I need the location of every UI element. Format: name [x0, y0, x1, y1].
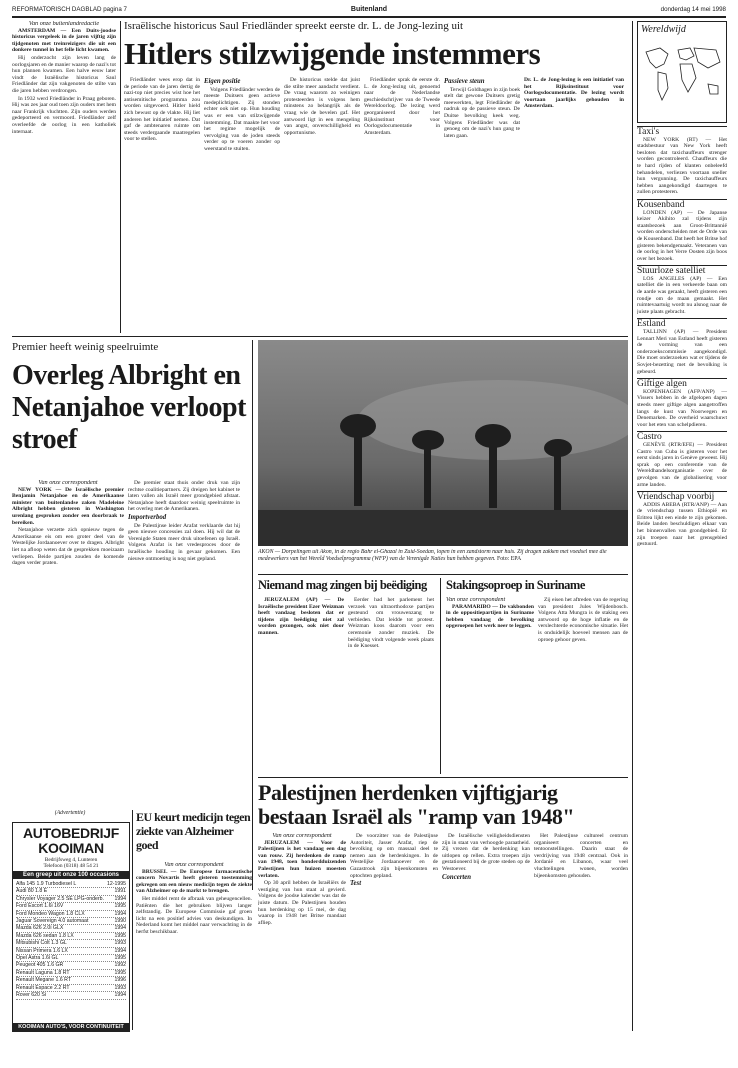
ad-car-year: 12-1995: [106, 881, 126, 887]
suriname-kicker: Van onze correspondent: [446, 597, 506, 603]
niemand-col-1: [258, 597, 344, 773]
ad-car-year: 1991: [114, 888, 126, 895]
friedlander-sub-1: Eigen positie: [204, 78, 241, 85]
ad-car-year: 1994: [114, 992, 126, 999]
sidebar-item-heading: Vriendschap voorbij: [637, 491, 727, 501]
sidebar-item-text: LONDEN (AP) — De Japanse keizer Akihito zal tijdens zijn staatsbezoek aan Groot-Brittannië worden onderscheiden met de Orde van de Kousenband. Dat heeft het Britse hof gisteren bekendgemaakt. Veteranen van de oorlog in het Verre Oosten zijn boos over het bezoek.: [637, 209, 727, 262]
friedlander-overline: Israëlische historicus Saul Friedländer spreekt eerste dr. L. de Jong-lezing uit: [124, 20, 464, 32]
sidebar-item-text: KOPENHAGEN (AFP/ANP) — Vissers hebben in de afgelopen dagen steeds meer giftige algen aangetroffen langs de kust van Noorwegen en Denemarken. De overheid waarschuwt voor het eten van schelpdieren.: [637, 388, 727, 428]
albright-kicker: Van onze correspondent: [38, 480, 98, 486]
advertisement-kooiman: [12, 822, 130, 1032]
suriname-headline: Stakingsoproep in Suriname: [446, 578, 585, 592]
ad-car-name: Mitsubishi Colt 1.3 GL: [16, 940, 67, 947]
albright-col-1-text: Netanjahoe verzette zich opnieuw tegen de Amerikaanse eis om een groter deel van de Westelijke Jordaanoever over te dragen. Albright liet na afloop weten dat de gesprekken moeizaam verliepen. Beide partijen zouden de komende dagen verder praten.: [12, 527, 124, 567]
ad-car-row: [16, 955, 126, 962]
ad-car-name: Mazda 626 sedan 1.8 LX: [16, 932, 74, 939]
sidebar-rule: [632, 21, 633, 1031]
photo-caption: AKON — Dorpelingen uit Akon, in de regio Bahr el-Ghazal in Zuid-Soedan, lopen in een zandstorm naar huis. Zij dragen zakken met voedsel mee die medewerkers van het Wereld Voedselprogramma (WFP) van de Verenigde Naties hun hebben gegeven.: [258, 549, 607, 562]
suriname-body: Zij eisen het aftreden van de regering van president Jules Wijdenbosch. Volgens Atta Mungra is de staking een antwoord op de hoge inflatie en de verslechterde economische situatie. Het is onduidelijk hoeveel mensen aan de oproep gehoor geven.: [538, 597, 628, 643]
ad-car-name: Mazda 626 2.0i GLX: [16, 925, 64, 932]
ad-phone: Telefoon (0318) 48 54 21: [43, 863, 99, 869]
sidebar-item-text: ADDIS ABEBA (RTR/ANP) — Aan de vriendschap tussen Ethiopië en Eritrea lijkt een einde te zijn gekomen. Beide landen beschuldigen elkaar van het binnenvallen van grondgebied. Er zijn troepen naar het grensgebied gestuurd.: [637, 501, 727, 548]
ad-car-name: Rover 620 Si: [16, 992, 46, 999]
ad-car-row: [16, 985, 126, 992]
ad-car-year: 1995: [114, 932, 126, 939]
friedlander-col-4: [364, 77, 440, 333]
page-header: [12, 6, 726, 16]
albright-col-1: [12, 480, 124, 806]
ad-car-name: Nissan Primera 1.6 LX: [16, 947, 68, 954]
ad-car-year: 1993: [114, 984, 126, 991]
ad-label: (Advertentie): [54, 810, 86, 816]
ad-car-name: Alfa 145 1.9 Turbodiesel L: [16, 881, 77, 887]
photo-credit: Foto: EPA: [497, 555, 522, 562]
niemand-body: Eerder had het parlement het verzoek van ultraorthodoxe partijen gesteund om vrouwenzang te verbieden. Dat leidde tot protest. Weizman koos daarom voor een ceremonie zonder muziek. De beëdiging vindt volgende week plaats in de Knesset.: [348, 597, 434, 650]
albright-lead: NEW YORK — De Israëlische premier Benjamin Netanjahoe en de Amerikaanse minister van buitenlandse zaken Madeleine Albright hebben gisteren in Washington urenlang gesproken zonder een doorbraak te bereiken.: [12, 486, 124, 526]
ad-car-name: Renault Espace 2.2 RT: [16, 984, 70, 991]
ad-car-row: [16, 896, 126, 903]
palestijnen-col-2: [350, 833, 438, 1029]
albright-col-2-text: De premier staat thuis onder druk van zijn rechtse coalitiepartners. Zij dreigen het kabinet te laten vallen als Israël meer grondgebied afstaat. Netanjahoe heeft daardoor weinig speelruimte in het overleg met de Amerikanen.: [128, 480, 240, 513]
eu-headline: EU keurt medicijn tegen ziekte van Alzheimer goed: [136, 810, 251, 852]
sidebar-item-heading: Castro: [637, 431, 727, 441]
niemand-col-2: [348, 597, 434, 773]
ad-car-year: 1994: [114, 925, 126, 932]
friedlander-body-1: Hij onderzocht zijn leven lang de oorlogsjaren en de manier waarop de nazi's tot hun plannen kwamen. Een halve eeuw later vindt de Israëlische historicus Saul Friedländer dat zijn vakgenoten de stilte van die jaren hebben verdrongen.: [12, 54, 116, 94]
ad-car-name: Peugeot 405 1.6 GR: [16, 962, 64, 969]
column-rule: [120, 21, 121, 333]
ad-banner: Een greep uit onze 100 occasions: [13, 871, 129, 879]
ad-car-year: 1995: [114, 955, 126, 962]
suriname-lead: PARAMARIBO — De vakbonden in de oppositiepartijen in Suriname hebben vandaag de bevolking opgeroepen het werk neer te leggen.: [446, 603, 534, 630]
albright-headline: Overleg Albright en Netanjahoe verloopt stroef: [12, 360, 246, 455]
header-left: REFORMATORISCH DAGBLAD pagina 7: [12, 6, 127, 13]
ad-car-list: [13, 881, 129, 1000]
ad-car-year: 1995: [114, 969, 126, 976]
friedlander-intro: [12, 21, 116, 334]
sidebar-item-text: LOS ANGELES (AP) — Een satelliet die in een verkeerde baan om de aarde was geraakt, heeft gisteren een rondje om de maan gemaakt. Het ruimtevaartuig wordt nu alsnog naar de juiste plaats gebracht.: [637, 275, 727, 315]
column-rule: [252, 340, 253, 890]
palestijnen-kicker: Van onze correspondent: [272, 833, 332, 839]
ad-car-name: Ford Escort 1.6i 16V: [16, 903, 64, 910]
palestijnen-lead: JERUZALEM — Voor de Palestijnen is het vandaag een dag van rouw. Zij herdenken de ramp van 1948, toen honderdduizenden Palestijnen hun huizen moesten verlaten.: [258, 839, 346, 879]
header-date: donderdag 14 mei 1998: [660, 6, 726, 13]
ad-car-year: 1990: [114, 918, 126, 925]
photo-caption-block: [258, 549, 628, 571]
ad-car-row: [16, 911, 126, 918]
ad-car-year: 1996: [114, 977, 126, 984]
ad-car-row: [16, 925, 126, 932]
section-rule: [12, 336, 628, 337]
friedlander-lead: AMSTERDAM — Een Duits-joodse historicus vergeleek in de jaren vijftig zijn tijdgenoten met treinreizigers die uit een donkere tunnel in het felle licht kwamen.: [12, 27, 116, 54]
ad-footer: KOOIMAN AUTO'S, VOOR CONTINUITEIT: [13, 1023, 129, 1031]
palestijnen-col-3-text: De Israëlische veiligheidsdiensten zijn in staat van verhoogde paraatheid. Zij vrezen dat de herdenking kan uitlopen op rellen. Extra troepen zijn gestationeerd bij de grote steden op de Westoever.: [442, 833, 530, 872]
friedlander-col-1-text: Friedländer wees erop dat in de periode van de jaren dertig de nazi-top niet precies wist hoe het antisemitische programma zou worden uitgevoerd. Hitler hield zich bewust op de vlakte. Hij liet anderen het initiatief nemen. Dat gaf de ambtenaren ruimte om steeds verdergaande maatregelen voor te stellen.: [124, 77, 200, 143]
ad-car-year: 1993: [114, 940, 126, 947]
world-map: [637, 21, 727, 123]
ad-car-year: 1994: [114, 895, 126, 902]
eu-lead: BRUSSEL — De Europese farmaceutische concern Novartis heeft gisteren toestemming gekregen om een nieuw medicijn tegen de ziekte van Alzheimer op de markt te brengen.: [136, 868, 252, 895]
albright-sub-1: Importverbod: [128, 513, 167, 521]
eu-kicker: Van onze correspondent: [164, 862, 224, 868]
ad-car-year: 1994: [114, 947, 126, 954]
palestijnen-col-3: [442, 833, 530, 1029]
ad-car-row: [16, 940, 126, 947]
sidebar-item-heading: Giftige algen: [637, 378, 727, 388]
ad-car-row: [16, 977, 126, 984]
friedlander-col-2-text: Volgens Friedländer werden de meeste Duitsers geen actieve medeplichtigen. Zij stonden echter ook niet op. Hun houding was er een van stilzwijgende instemming. Dat maakte het voor het regime mogelijk de vervolging van de joden steeds verder op te voeren zonder op weerstand te stuiten.: [204, 86, 280, 152]
palestijnen-col-1-text: Op 30 april hebben de Israëliërs de vestiging van hun staat al gevierd. Volgens de joodse kalender was dat de juiste datum. De Palestijnen houden hun herdenking op 15 mei, de dag waarop in 1948 het Britse mandaat afliep.: [258, 880, 346, 926]
friedlander-body-2: In 1932 werd Friedländer in Praag geboren. Hij was zes jaar oud toen zijn ouders met hem naar Frankrijk vluchtten. Zijn ouders werden gedeporteerd en vermoord. Friedländer zelf overleefde de oorlog in een katholiek internaat.: [12, 95, 116, 135]
sidebar-item-text: GENÈVE (RTR/EFE) — President Castro van Cuba is gisteren voor het eerst sinds jaren in Genève geweest. Hij sprak op een conferentie van de Wereldhandelsorganisatie over de gevolgen van de globalisering voor arme landen.: [637, 441, 727, 488]
niemand-lead: JERUZALEM (AP) — De Israëlische president Ezer Weizman heeft vandaag besloten dat er tijdens zijn beëdiging niet zal worden gezongen, ook niet door mannen.: [258, 597, 344, 636]
header-section: Buitenland: [350, 6, 388, 13]
header-rule: [12, 16, 726, 18]
friedlander-col-3-text: De historicus stelde dat juist die stilte meer aandacht verdient. De vraag waarom zo weinigen protesteerden is volgens hem minstens zo belangrijk als de vraag wie de bevelen gaf. Het antwoord ligt in een mengeling van angst, onverschilligheid en opportunisme.: [284, 77, 360, 136]
ad-car-row: [16, 903, 126, 910]
sidebar-item-heading: Kousenband: [637, 199, 727, 209]
column-rule: [440, 578, 441, 774]
suriname-col-2: [538, 597, 628, 773]
palestijnen-col-4-text: Het Palestijnse cultureel centrum organiseert concerten en tentoonstellingen. Daarin staat de verdrijving van 1948 centraal. Ook in Jordanië en Libanon, waar veel vluchtelingen wonen, worden bijeenkomsten gehouden.: [534, 833, 628, 879]
ad-car-year: 1992: [114, 962, 126, 969]
friedlander-sub-2: Passieve steun: [444, 78, 485, 85]
friedlander-headline: Hitlers stilzwijgende instemmers: [124, 37, 541, 71]
sidebar-item-heading: Estland: [637, 318, 727, 328]
ad-car-name: Audi 80 1.8 E: [16, 888, 48, 895]
ad-car-row: [16, 888, 126, 895]
ad-title: AUTOBEDRIJF KOOIMAN: [22, 825, 119, 856]
ad-car-row: [16, 933, 126, 940]
ad-car-name: Renault Laguna 1.8 RT: [16, 969, 70, 976]
sidebar: [637, 21, 727, 1031]
sidebar-item-text: NEW YORK (RT) — Het stadsbestuur van New York heeft besloten dat taxichauffeurs strenger worden gecontroleerd. Chauffeurs die te hard rijden of klanten onbeleefd behandelen, verliezen voortaan sneller hun vergunning. De taxichauffeurs hebben aangekondigd daartegen te zullen protesteren.: [637, 136, 727, 196]
sidebar-item-heading: Taxi's: [637, 126, 727, 136]
friedlander-col-5-text: Terwijl Goldhagen in zijn boek stelt dat gewone Duitsers gretig meewerkten, legt Friedländer de nadruk op de passieve steun. De Duitse bevolking keek weg. Volgens Friedländer was dat genoeg om de nazi's hun gang te laten gaan.: [444, 86, 520, 139]
sidebar-items: [637, 126, 727, 548]
palestijnen-sub-1: Test: [350, 880, 362, 888]
ad-car-row: [16, 962, 126, 969]
sidebar-title: Wereldwijd: [641, 24, 686, 35]
ad-car-row: [16, 918, 126, 925]
column-rule: [132, 810, 133, 1030]
palestijnen-col-4: [534, 833, 628, 1029]
photo-sandstorm: [258, 340, 628, 546]
ad-address: Bedrijfsweg 4, Lunteren: [44, 857, 98, 863]
ad-car-name: Renault Megane 1.6 RT: [16, 977, 71, 984]
palestijnen-sub-2: Concerten: [442, 873, 472, 881]
friedlander-col-1: [124, 77, 200, 333]
palestijnen-headline: Palestijnen herdenken vijftigjarig bestaan Israël als "ramp van 1948": [258, 781, 575, 829]
ad-car-name: Jaguar Sovereign 4.0 automaat: [16, 918, 89, 925]
friedlander-col-6: [524, 77, 624, 333]
sidebar-item-text: TALLINN (AP) — President Lennart Meri van Estland heeft gisteren de vorming van een onderzoekscommissie aangekondigd. Die moet onderzoeken wat er tijdens de Sovjet-bezetting met de bevolking is gebeurd.: [637, 329, 727, 375]
albright-col-2: [128, 480, 240, 806]
ad-car-name: Ford Mondeo Wagon 1.8 CLX: [16, 910, 85, 917]
ad-car-row: [16, 948, 126, 955]
ad-car-row: [16, 970, 126, 977]
ad-car-year: 1995: [114, 903, 126, 910]
ad-car-year: 1994: [114, 910, 126, 917]
sidebar-item-heading: Stuurloze satelliet: [637, 265, 727, 275]
eu-body: Het middel remt de afbraak van geheugencellen. Patiënten die het gebruiken blijven langer zelfstandig. De Europese Commissie gaf groen licht na een positief advies van deskundigen. In Nederland komt het middel naar verwachting in de herfst beschikbaar.: [136, 895, 252, 935]
sandstorm-image-icon: [258, 340, 628, 546]
ad-car-name: Chrysler Voyager 2.5 SE LPG-onderb.: [16, 895, 104, 902]
section-rule: [258, 777, 628, 778]
palestijnen-col-2-text: De voorzitter van de Palestijnse Autoriteit, Jasser Arafat, riep de bevolking op om massaal deel te nemen aan de herdenkingen. In de Westelijke Jordaanoever en de Gazastrook zijn bijeenkomsten en optochten gepland.: [350, 833, 438, 879]
niemand-headline: Niemand mag zingen bij beëdiging: [258, 578, 427, 592]
friedlander-col-2: [204, 77, 280, 333]
friedlander-kicker: Van onze buitenlandredactie: [28, 21, 100, 27]
palestijnen-col-1: [258, 833, 346, 1029]
friedlander-col-4-text: Friedländer sprak de eerste dr. L. de Jong-lezing uit, genoemd naar de Nederlandse geschiedschrijver van de Tweede Wereldoorlog. De lezing werd georganiseerd door het Rijksinstituut voor Oorlogsdocumentatie in Amsterdam.: [364, 77, 440, 136]
friedlander-boxed-text: Dr. L. de Jong-lezing is een initiatief van het Rijksinstituut voor Oorlogsdocumentatie. De lezing wordt voortaan jaarlijks gehouden in Amsterdam.: [524, 77, 624, 110]
world-map-icon: [638, 38, 726, 118]
suriname-col-1: [446, 597, 534, 773]
friedlander-col-3: [284, 77, 360, 333]
ad-car-name: Opel Astra 1.6i GL: [16, 955, 59, 962]
albright-col-3-text: De Palestijnse leider Arafat verklaarde dat hij geen nieuwe concessies zal doen. Hij wil dat de Verenigde Staten meer druk uitoefenen op Israël. Volgens Arafat is het vredesproces door de Israëlische houding in gevaar gekomen. Een nieuwe ontmoeting is nog niet gepland.: [128, 522, 240, 562]
ad-car-row: [16, 881, 126, 888]
eu-body-col: [136, 862, 252, 1030]
ad-car-row: [16, 992, 126, 999]
friedlander-col-5: [444, 77, 520, 333]
albright-overline: Premier heeft weinig speelruimte: [12, 341, 159, 353]
section-rule: [258, 574, 628, 575]
